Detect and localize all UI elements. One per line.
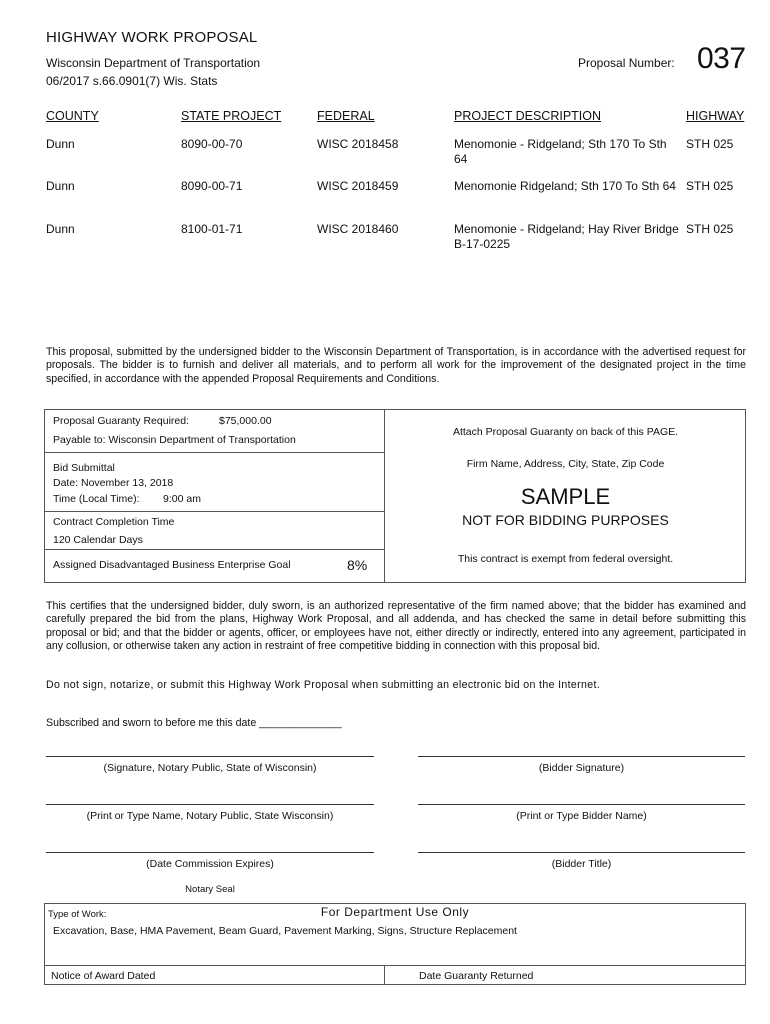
completion-value: 120 Calendar Days bbox=[53, 534, 143, 546]
proposal-info-box bbox=[44, 409, 746, 583]
notice-of-award-label: Notice of Award Dated bbox=[51, 970, 156, 982]
department-name: Wisconsin Department of Transportation bbox=[46, 56, 261, 70]
bidder-print-line[interactable] bbox=[418, 804, 745, 805]
bidder-signature-caption: (Bidder Signature) bbox=[538, 762, 625, 774]
guaranty-amount: $75,000.00 bbox=[219, 415, 272, 427]
notary-seal-label: Notary Seal bbox=[185, 884, 235, 895]
federal-cell: WISC 2018459 bbox=[317, 179, 399, 193]
form-title: HIGHWAY WORK PROPOSAL bbox=[46, 29, 258, 46]
electronic-bid-notice: Do not sign, notarize, or submit this Highway Work Proposal when submitting an electronic bid on the Internet. bbox=[46, 679, 601, 691]
highway-cell: STH 025 bbox=[686, 137, 734, 151]
column-header-county: COUNTY bbox=[46, 109, 99, 123]
intro-paragraph: This proposal, submitted by the undersigned bidder to the Wisconsin Department of Transportation, is in accordance with the advertised request for proposals. The bidder is to furnish and deliver all materials, and to perform all work for the improvement of the designated project in the time specified, in accordance with the appended Proposal Requirements and Conditions. bbox=[46, 346, 746, 385]
highway-cell: STH 025 bbox=[686, 222, 734, 236]
sample-watermark: SAMPLE bbox=[520, 484, 611, 509]
sworn-date-line: Subscribed and sworn to before me this date ______________ bbox=[46, 717, 342, 729]
bid-submittal-time: 9:00 am bbox=[163, 493, 201, 505]
proposal-number: 037 bbox=[697, 42, 746, 75]
column-header-state-project: STATE PROJECT bbox=[181, 109, 282, 123]
project-description-cell: Menomonie - Ridgeland; Hay River Bridge B-17-0225 bbox=[454, 222, 679, 251]
proposal-number-label: Proposal Number: bbox=[578, 56, 675, 70]
commission-expires-caption: (Date Commission Expires) bbox=[146, 858, 274, 870]
notice-of-award-cell bbox=[45, 965, 385, 985]
department-use-box bbox=[44, 903, 746, 985]
column-header-project-description: PROJECT DESCRIPTION bbox=[454, 109, 602, 123]
bid-submittal-date: Date: November 13, 2018 bbox=[53, 477, 174, 489]
guaranty-returned-label: Date Guaranty Returned bbox=[419, 970, 534, 982]
type-of-work-label: Type of Work: bbox=[48, 909, 107, 920]
county-cell: Dunn bbox=[46, 137, 75, 151]
not-for-bidding-note: NOT FOR BIDDING PURPOSES bbox=[462, 512, 669, 528]
notary-signature-caption: (Signature, Notary Public, State of Wisconsin) bbox=[103, 762, 317, 774]
guaranty-cell bbox=[45, 410, 385, 453]
guaranty-payable-to: Payable to: Wisconsin Department of Transportation bbox=[53, 434, 296, 446]
dbe-cell bbox=[45, 550, 385, 582]
bidder-title-line[interactable] bbox=[418, 852, 745, 853]
notary-print-caption: (Print or Type Name, Notary Public, State Wisconsin) bbox=[86, 810, 334, 822]
state-project-cell: 8090-00-71 bbox=[181, 179, 243, 193]
bid-submittal-cell bbox=[45, 453, 385, 512]
commission-expires-line[interactable] bbox=[46, 852, 374, 853]
statute-reference: 06/2017 s.66.0901(7) Wis. Stats bbox=[46, 74, 218, 88]
notary-signature-line[interactable] bbox=[46, 756, 374, 757]
federal-cell: WISC 2018460 bbox=[317, 222, 399, 236]
project-description-cell: Menomonie Ridgeland; Sth 170 To Sth 64 bbox=[454, 179, 676, 193]
federal-oversight-note: This contract is exempt from federal oversight. bbox=[457, 553, 674, 565]
bidder-print-caption: (Print or Type Bidder Name) bbox=[516, 810, 647, 822]
dbe-label: Assigned Disadvantaged Business Enterprise Goal bbox=[53, 559, 291, 571]
column-header-highway: HIGHWAY bbox=[686, 109, 745, 123]
bid-submittal-label: Bid Submittal bbox=[53, 462, 115, 474]
county-cell: Dunn bbox=[46, 222, 75, 236]
guaranty-required-label: Proposal Guaranty Required: bbox=[53, 415, 189, 427]
completion-cell bbox=[45, 512, 385, 550]
state-project-cell: 8100-01-71 bbox=[181, 222, 243, 236]
type-of-work-value: Excavation, Base, HMA Pavement, Beam Guard, Pavement Marking, Signs, Structure Replacement bbox=[53, 925, 517, 937]
attach-guaranty-note: Attach Proposal Guaranty on back of this PAGE. bbox=[452, 426, 679, 438]
county-cell: Dunn bbox=[46, 179, 75, 193]
certification-paragraph: This certifies that the undersigned bidder, duly sworn, is an authorized representative of the firm named above; that the bidder has examined and carefully prepared the bid from the plans, Highway Work Proposal, and all addenda, and has checked the same in detail before submitting this proposal or bid; and that the bidder or agents, officer, or employees have not, either directly or indirectly, entered into any agreement, participated in any collusion, or otherwise taken any action in restraint of free competitive bidding in connection with this proposal bid. bbox=[46, 600, 746, 653]
federal-cell: WISC 2018458 bbox=[317, 137, 399, 151]
bid-submittal-time-label: Time (Local Time): bbox=[53, 493, 140, 505]
dbe-value: 8% bbox=[347, 557, 368, 573]
column-header-federal: FEDERAL bbox=[317, 109, 375, 123]
bidder-title-caption: (Bidder Title) bbox=[551, 858, 612, 870]
project-description-cell: Menomonie - Ridgeland; Sth 170 To Sth 64 bbox=[454, 137, 667, 166]
highway-cell: STH 025 bbox=[686, 179, 734, 193]
state-project-cell: 8090-00-70 bbox=[181, 137, 243, 151]
completion-label: Contract Completion Time bbox=[53, 516, 175, 528]
notary-print-line[interactable] bbox=[46, 804, 374, 805]
guaranty-returned-cell bbox=[385, 965, 745, 985]
bidder-signature-line[interactable] bbox=[418, 756, 745, 757]
firm-info-label: Firm Name, Address, City, State, Zip Code bbox=[466, 458, 665, 470]
department-use-heading: For Department Use Only bbox=[320, 905, 470, 919]
